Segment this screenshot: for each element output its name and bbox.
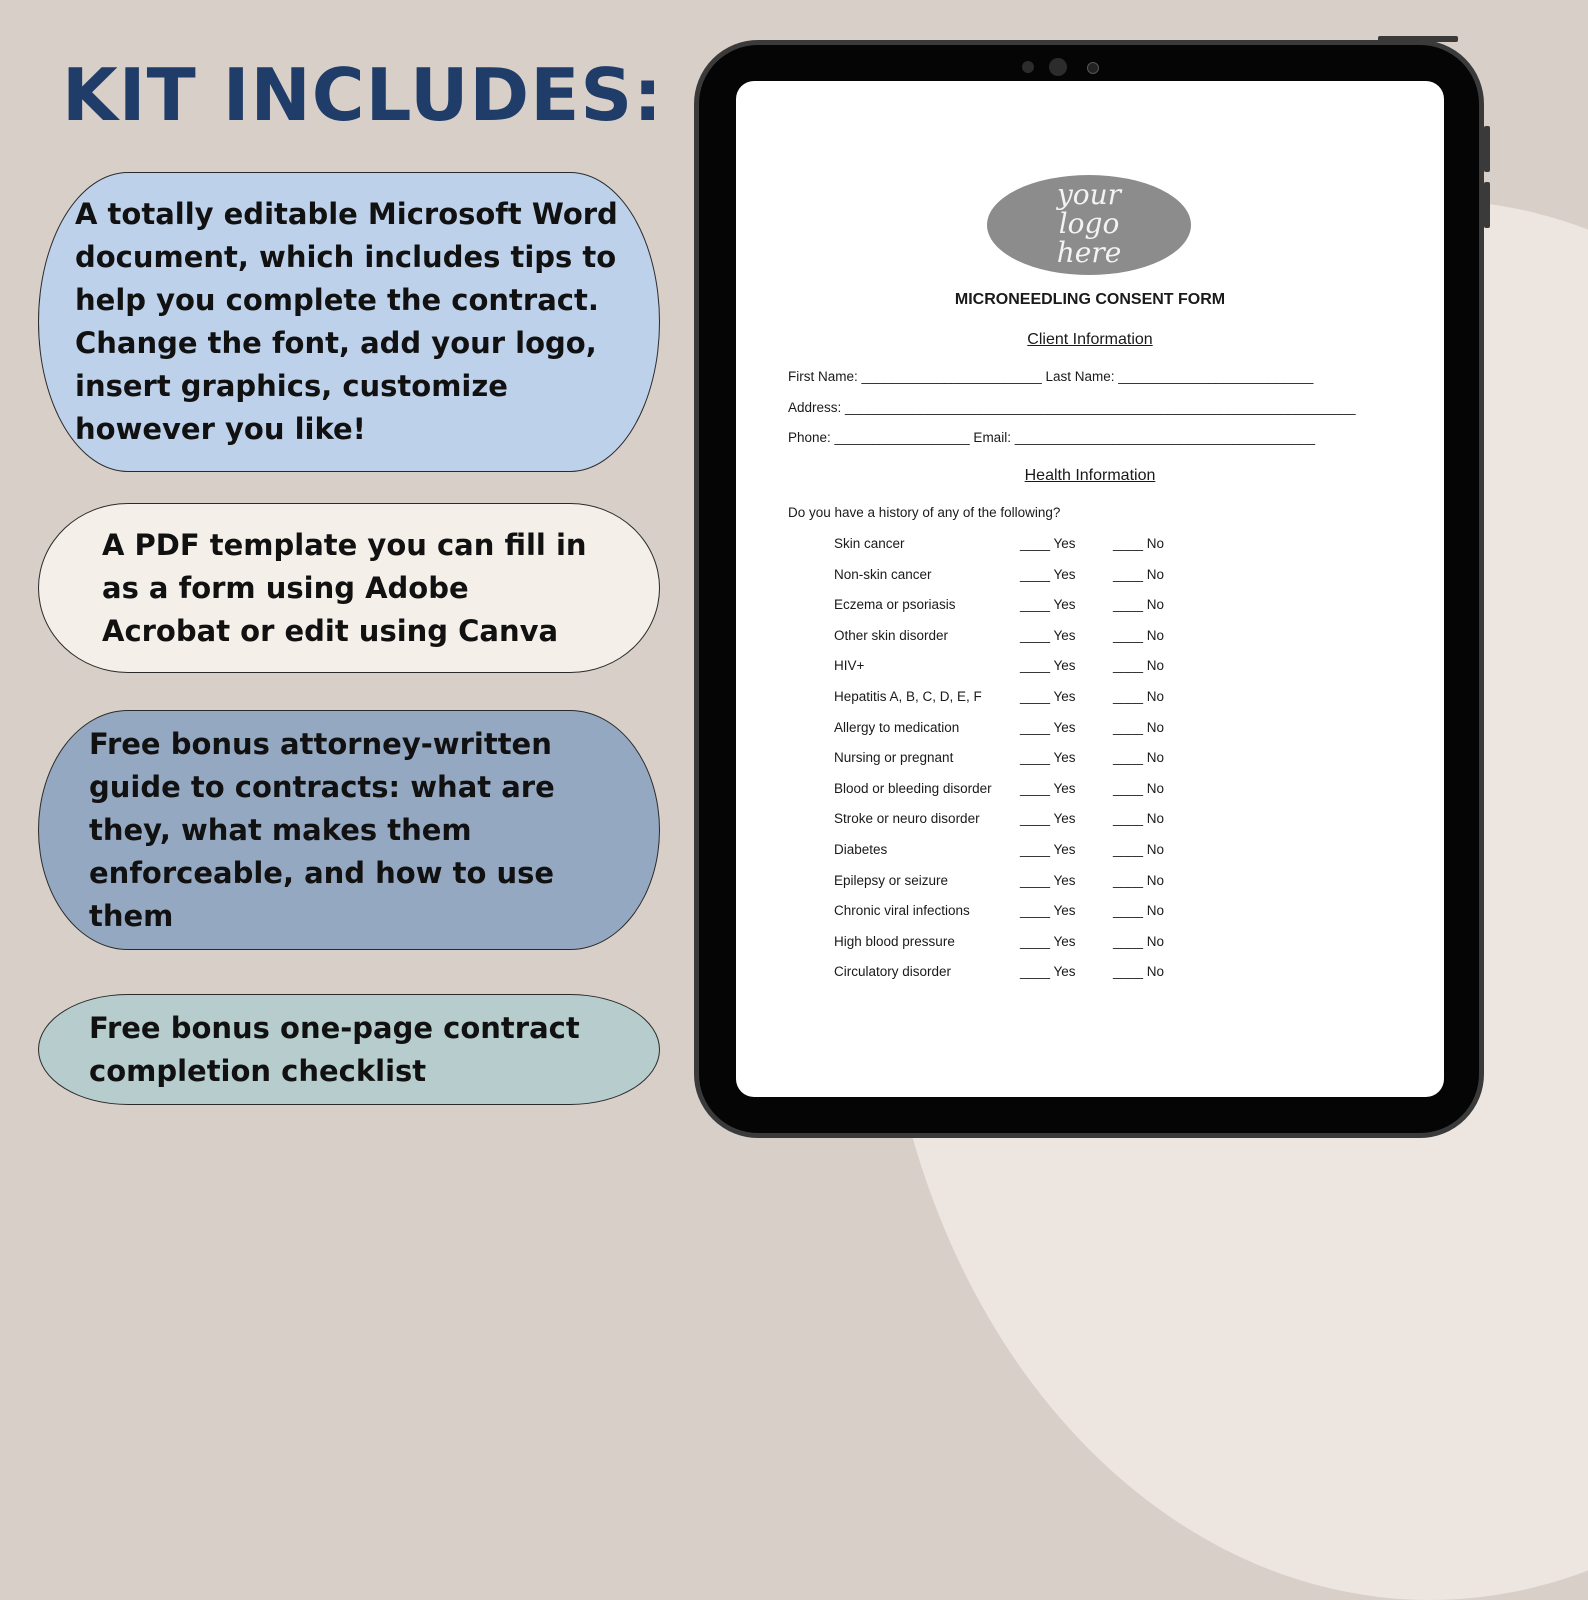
no-option: ____ No [1113,536,1165,551]
feature-attorney-guide [38,710,660,950]
condition-row [736,597,1444,617]
no-option: ____ No [1113,597,1165,613]
no-option: ____ No [1113,627,1165,643]
feature-text [89,1007,580,1093]
yes-option: ____ Yes [1020,689,1076,704]
condition-label: Skin cancer [834,536,905,551]
condition-row [736,689,1444,709]
no-option: ____ No [1113,566,1165,582]
logo-text-line: logo [1058,207,1120,240]
condition-row [736,750,1444,770]
tablet-screen-document [736,81,1444,1097]
feature-line: enforceable, and how to use [89,855,555,890]
no-option: ____ No [1113,933,1165,949]
feature-line: A PDF template you can fill in [102,527,587,562]
phone-email-fields: Phone: __________________ Email: ________________________________________ [788,430,1316,445]
yes-option: ____ Yes [1020,750,1076,766]
condition-row [736,934,1444,954]
sensor-icon [1022,61,1034,73]
tablet-frame [694,40,1484,1138]
name-fields: First Name: ________________________ Last Name: __________________________ [788,369,1314,384]
feature-line: however you like! [75,412,366,446]
feature-line: document, which includes tips to [75,240,617,274]
no-option: ____ No [1113,689,1165,704]
condition-label: High blood pressure [834,933,955,949]
feature-word-document [38,172,660,472]
no-option: ____ No [1113,719,1165,735]
feature-text [89,723,555,938]
yes-option: ____ Yes [1020,658,1076,674]
headline: KIT INCLUDES: [62,53,664,137]
feature-line: help you complete the contract. [75,283,599,317]
condition-label: Stroke or neuro disorder [834,811,980,827]
condition-row [736,567,1444,587]
feature-text [102,524,587,653]
yes-option: ____ Yes [1020,842,1076,857]
no-option: ____ No [1113,964,1165,980]
client-info-heading: Client Information [1027,331,1153,348]
condition-label: Allergy to medication [834,719,960,735]
condition-row [736,903,1444,923]
no-option: ____ No [1113,872,1165,888]
no-option: ____ No [1113,780,1165,796]
feature-line: Change the font, add your logo, [75,326,597,360]
no-option: ____ No [1113,750,1165,766]
feature-pdf-template [38,503,660,673]
condition-label: Nursing or pregnant [834,750,954,766]
condition-label: Circulatory disorder [834,964,952,980]
feature-line: Free bonus attorney-written [89,726,552,761]
history-question: Do you have a history of any of the following? [788,505,1061,520]
address-field: Address: ____________________________________________________________________ [788,400,1356,415]
logo-text-line: here [1056,236,1122,269]
feature-text [75,193,618,451]
feature-line: as a form using Adobe [102,570,469,605]
condition-row [736,964,1444,984]
no-option: ____ No [1113,658,1165,674]
health-info-heading: Health Information [1024,467,1156,484]
yes-option: ____ Yes [1020,964,1076,980]
condition-row [736,873,1444,893]
feature-line: A totally editable Microsoft Word [75,197,618,231]
yes-option: ____ Yes [1020,933,1076,949]
condition-row [736,811,1444,831]
yes-option: ____ Yes [1020,627,1076,643]
condition-row [736,536,1444,556]
condition-row [736,842,1444,862]
condition-label: Other skin disorder [834,627,949,643]
condition-label: Eczema or psoriasis [834,597,956,613]
condition-label: Non-skin cancer [834,566,932,582]
yes-option: ____ Yes [1020,597,1076,613]
tablet-volume-down-button [1484,182,1490,228]
feature-line: they, what makes them [89,812,472,847]
condition-row [736,781,1444,801]
yes-option: ____ Yes [1020,872,1076,888]
logo-placeholder [987,175,1191,275]
feature-checklist [38,994,660,1105]
condition-row [736,720,1444,740]
condition-label: HIV+ [834,658,865,674]
yes-option: ____ Yes [1020,780,1076,796]
condition-label: Chronic viral infections [834,903,970,919]
form-title: MICRONEEDLING CONSENT FORM [954,291,1226,308]
condition-label: Blood or bleeding disorder [834,780,992,796]
condition-label: Hepatitis A, B, C, D, E, F [834,689,982,704]
light-sensor-icon [1087,62,1099,74]
feature-line: insert graphics, customize [75,369,508,403]
feature-line: Free bonus one-page contract [89,1010,580,1045]
feature-line: completion checklist [89,1053,427,1088]
yes-option: ____ Yes [1020,719,1076,735]
feature-line: them [89,898,174,933]
no-option: ____ No [1113,811,1165,827]
yes-option: ____ Yes [1020,811,1076,827]
condition-label: Epilepsy or seizure [834,872,949,888]
logo-text-line: your [1056,178,1122,211]
feature-line: guide to contracts: what are [89,769,555,804]
no-option: ____ No [1113,903,1165,919]
condition-row [736,658,1444,678]
no-option: ____ No [1113,842,1165,857]
camera-icon [1049,58,1067,76]
yes-option: ____ Yes [1020,903,1076,919]
condition-row [736,628,1444,648]
yes-option: ____ Yes [1020,536,1076,551]
feature-line: Acrobat or edit using Canva [102,613,559,648]
yes-option: ____ Yes [1020,566,1076,582]
tablet-volume-up-button [1484,126,1490,172]
condition-label: Diabetes [834,842,888,857]
